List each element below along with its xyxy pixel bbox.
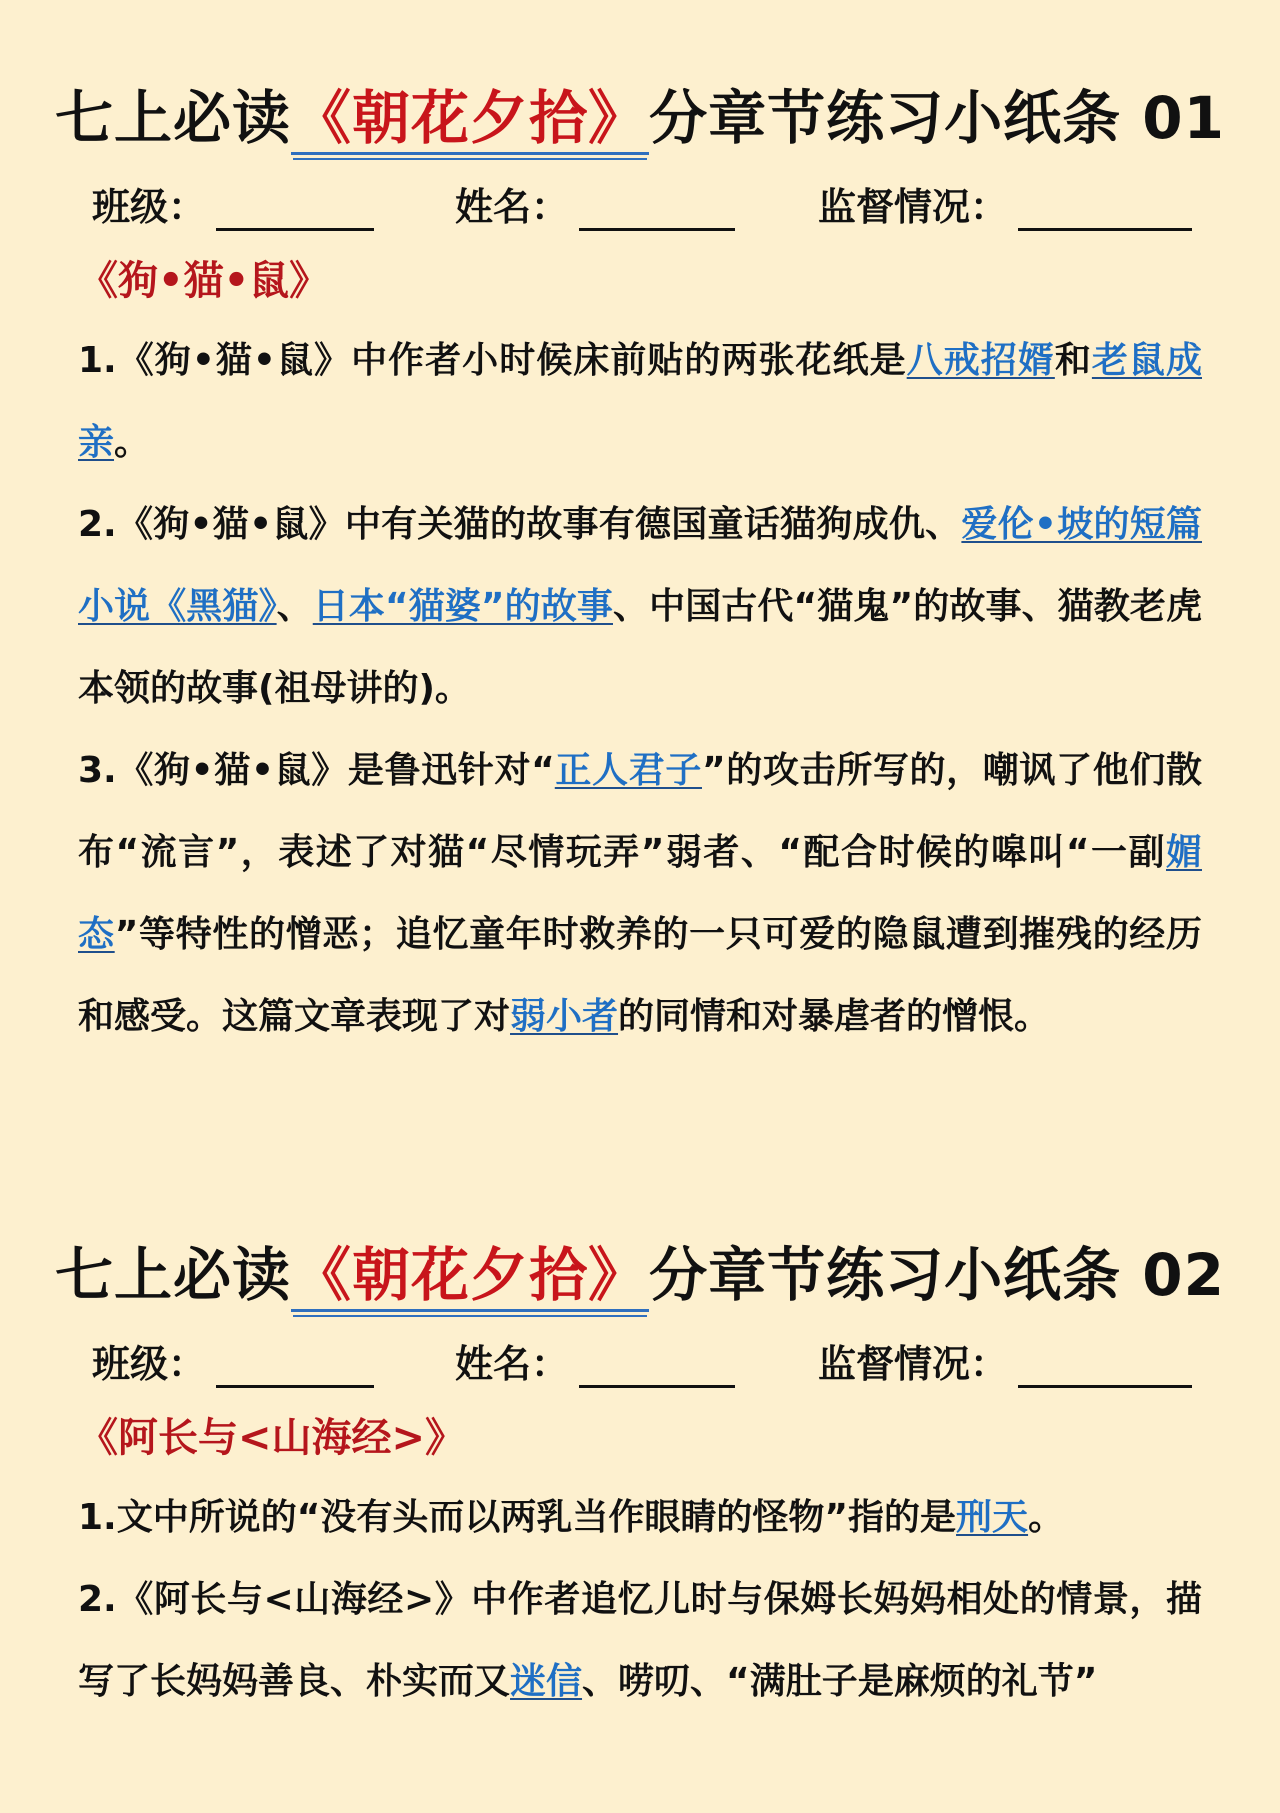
answer-highlight: 老鼠成亲: [78, 340, 1202, 463]
answer-highlight: 日本“猫婆”的故事: [312, 586, 613, 627]
question-text: 的同情和对暴虐者的憎恨。: [618, 996, 1051, 1037]
name-blank-line[interactable]: [579, 188, 735, 231]
answer-highlight: 弱小者: [510, 996, 619, 1037]
answer-highlight: 爱伦•坡的短篇小说《黑猫》: [78, 504, 1202, 627]
name-blank-line[interactable]: [579, 1345, 735, 1388]
title-suffix: 分章节练习小纸条 01: [649, 84, 1225, 152]
class-field[interactable]: [92, 1333, 374, 1388]
name-field[interactable]: [455, 176, 735, 231]
chapter-title: 《阿长与<山海经>》: [78, 1415, 466, 1461]
answer-highlight: 迷信: [510, 1661, 583, 1702]
question-text: 2.《阿长与<山海经>》中作者追忆儿时与保姆长妈妈相处的情景，描写了长妈妈善良、朴实而又: [78, 1579, 1202, 1702]
question-text: 1.文中所说的“没有头而以两乳当作眼睛的怪物”指的是: [78, 1497, 957, 1538]
question-list: [78, 1477, 1202, 1723]
question-list: [78, 320, 1202, 1058]
class-field[interactable]: [92, 176, 374, 231]
question-text: 和: [1054, 340, 1092, 381]
question-text: 、中国古代“猫鬼”的故事、猫教老虎本领的故事(祖母讲的)。: [78, 586, 1202, 709]
question-text: 、唠叨、“满肚子是麻烦的礼节”: [582, 1661, 1098, 1702]
worksheet-title: [0, 78, 1280, 158]
supervision-blank-line[interactable]: [1018, 188, 1192, 231]
supervision-field[interactable]: [818, 1333, 1192, 1388]
question-2: [78, 484, 1202, 730]
question-text: ”的攻击所写的，嘲讽了他们散布“流言”，表述了对猫“尽情玩弄”弱者、“配合时候的嗥叫“一副: [78, 750, 1202, 873]
question-text: 3.《狗•猫•鼠》是鲁迅针对“: [78, 750, 555, 791]
supervision-field[interactable]: [818, 176, 1192, 231]
worksheet-01: [0, 78, 1280, 1058]
supervision-label: 监督情况：: [818, 1342, 1009, 1386]
question-text: ”等特性的憎恶；追忆童年时救养的一只可爱的隐鼠遭到摧残的经历和感受。这篇文章表现了对: [78, 914, 1202, 1037]
question-1: [78, 320, 1202, 484]
title-suffix: 分章节练习小纸条 02: [649, 1241, 1225, 1309]
title-book-name: 《朝花夕拾》: [291, 1241, 649, 1312]
question-text: 1.《狗•猫•鼠》中作者小时候床前贴的两张花纸是: [78, 340, 907, 381]
worksheet-title: [0, 1235, 1280, 1315]
chapter-title: 《狗•猫•鼠》: [78, 258, 330, 304]
question-text: 。: [114, 422, 151, 463]
name-field[interactable]: [455, 1333, 735, 1388]
title-prefix: 七上必读: [55, 1241, 292, 1309]
student-info-fields: [0, 1333, 1280, 1393]
title-prefix: 七上必读: [55, 84, 292, 152]
class-label: 班级：: [92, 185, 207, 229]
name-label: 姓名：: [455, 1342, 570, 1386]
supervision-label: 监督情况：: [818, 185, 1009, 229]
answer-highlight: 八戒招婿: [906, 340, 1055, 381]
answer-highlight: 正人君子: [554, 750, 702, 791]
question-3: [78, 730, 1202, 1058]
student-info-fields: [0, 176, 1280, 236]
question-1: [78, 1477, 1202, 1559]
worksheet-02: [0, 1235, 1280, 1723]
class-blank-line[interactable]: [216, 1345, 374, 1388]
question-2: [78, 1559, 1202, 1723]
question-text: 。: [1028, 1497, 1065, 1538]
class-label: 班级：: [92, 1342, 207, 1386]
question-text: 2.《狗•猫•鼠》中有关猫的故事有德国童话猫狗成仇、: [78, 504, 962, 545]
title-book-name: 《朝花夕拾》: [291, 84, 649, 155]
class-blank-line[interactable]: [216, 188, 374, 231]
supervision-blank-line[interactable]: [1018, 1345, 1192, 1388]
answer-highlight: 媚态: [78, 832, 1202, 955]
name-label: 姓名：: [455, 185, 570, 229]
answer-highlight: 刑天: [956, 1497, 1029, 1538]
question-text: 、: [276, 586, 313, 627]
